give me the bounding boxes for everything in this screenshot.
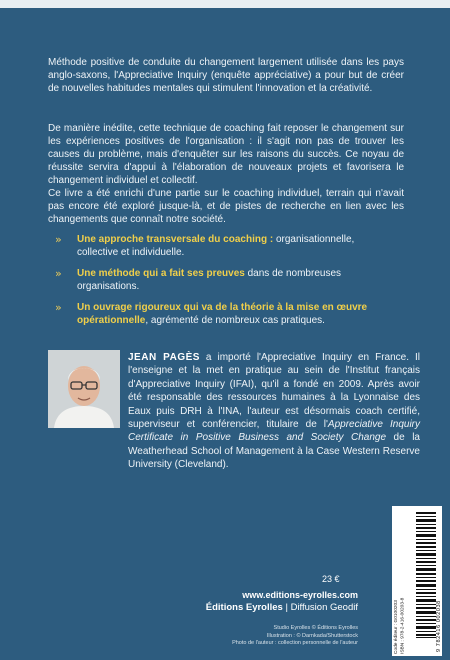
barcode-icon xyxy=(416,512,436,638)
author-bio-text-end: de la Weatherhead School of Management à la Case Western Reserve University (Cleveland). xyxy=(128,432,420,471)
feature-text: organisationnelle, collective et individuelle. xyxy=(77,234,355,258)
author-certificate: Appreciative Inquiry Certificate in Positive Business and Society Change xyxy=(128,419,420,444)
top-band xyxy=(0,0,450,8)
price: 23 € xyxy=(322,574,340,584)
method-paragraph: De manière inédite, cette technique de coaching fait reposer le changement sur les expériences positives de l'organisation : il s'agit non pas de trouver les causes du problème, mais d'enquêter sur les raisons du succès. Ce noyau de réussite servira d'appui à l'élaboration de nouveaux projets et favorisera le changement individuel et collectif. xyxy=(48,123,404,186)
author-bio-text: a importé l'Appreciative Inquiry en France. Il l'enseigne et la met en pratique au sein de l'Institut français d'Appreciative Inquiry (IFAI), qu'il a fondé en 2009. Après avoir été responsable des ressources humaines à la Lyonnaise des Eaux puis DRH à l'INA, l'auteur est désormais coach certifié, superviseur et conférencier, titulaire de l' xyxy=(128,352,420,431)
credit-line: Illustration : © Darnkada/Shutterstock xyxy=(266,632,358,639)
feature-highlight: Une méthode qui a fait ses preuves xyxy=(77,268,245,279)
author-portrait-illustration xyxy=(48,350,120,428)
feature-item xyxy=(55,267,395,293)
author-name: JEAN PAGÈS xyxy=(128,352,200,363)
credit-line: Photo de l'auteur : collection personnelle de l'auteur xyxy=(232,640,358,646)
feature-item xyxy=(55,233,395,259)
distributor: | Diffusion Geodif xyxy=(282,602,358,613)
publisher-website: www.editions-eyrolles.com xyxy=(242,590,358,600)
isbn: ISBN : 978-2-416-00203-8 xyxy=(400,597,406,654)
feature-list xyxy=(55,233,395,335)
book-paragraph: Ce livre a été enrichi d'une partie sur le coaching individuel, terrain qui n'avait pas encore été exploré jusque-là, et de pistes de recherche en lien avec les changements que connaît notre société. xyxy=(48,188,404,225)
barcode-number: 9 782416 002038 xyxy=(436,600,442,652)
publisher-line xyxy=(200,602,358,613)
intro-paragraph: Méthode positive de conduite du changement largement utilisée dans les pays anglo-saxons, l'Appreciative Inquiry (enquête appréciative) a pour but de créer de nouvelles habitudes mentales qui stimulent l'innovation et la créativité. xyxy=(48,57,404,94)
barcode-info xyxy=(394,508,414,654)
chevron-right-icon: » xyxy=(55,301,62,314)
chevron-right-icon: » xyxy=(55,267,62,280)
credit-line: Studio Eyrolles © Éditions Eyrolles xyxy=(273,625,358,631)
feature-item xyxy=(55,301,395,327)
author-photo xyxy=(48,350,120,428)
image-credits xyxy=(220,625,358,648)
code-editeur: Code éditeur : G0100203 xyxy=(394,600,399,654)
feature-text: dans de nombreuses organisations. xyxy=(77,268,341,292)
feature-text: , agrémenté de nombreux cas pratiques. xyxy=(145,315,325,326)
chevron-right-icon: » xyxy=(55,233,62,246)
publisher-name: Éditions Eyrolles xyxy=(205,602,283,613)
feature-highlight: Un ouvrage rigoureux qui va de la théorie à la mise en œuvre opérationnelle xyxy=(77,302,368,326)
feature-highlight: Une approche transversale du coaching : xyxy=(77,234,274,245)
author-bio xyxy=(128,351,420,472)
